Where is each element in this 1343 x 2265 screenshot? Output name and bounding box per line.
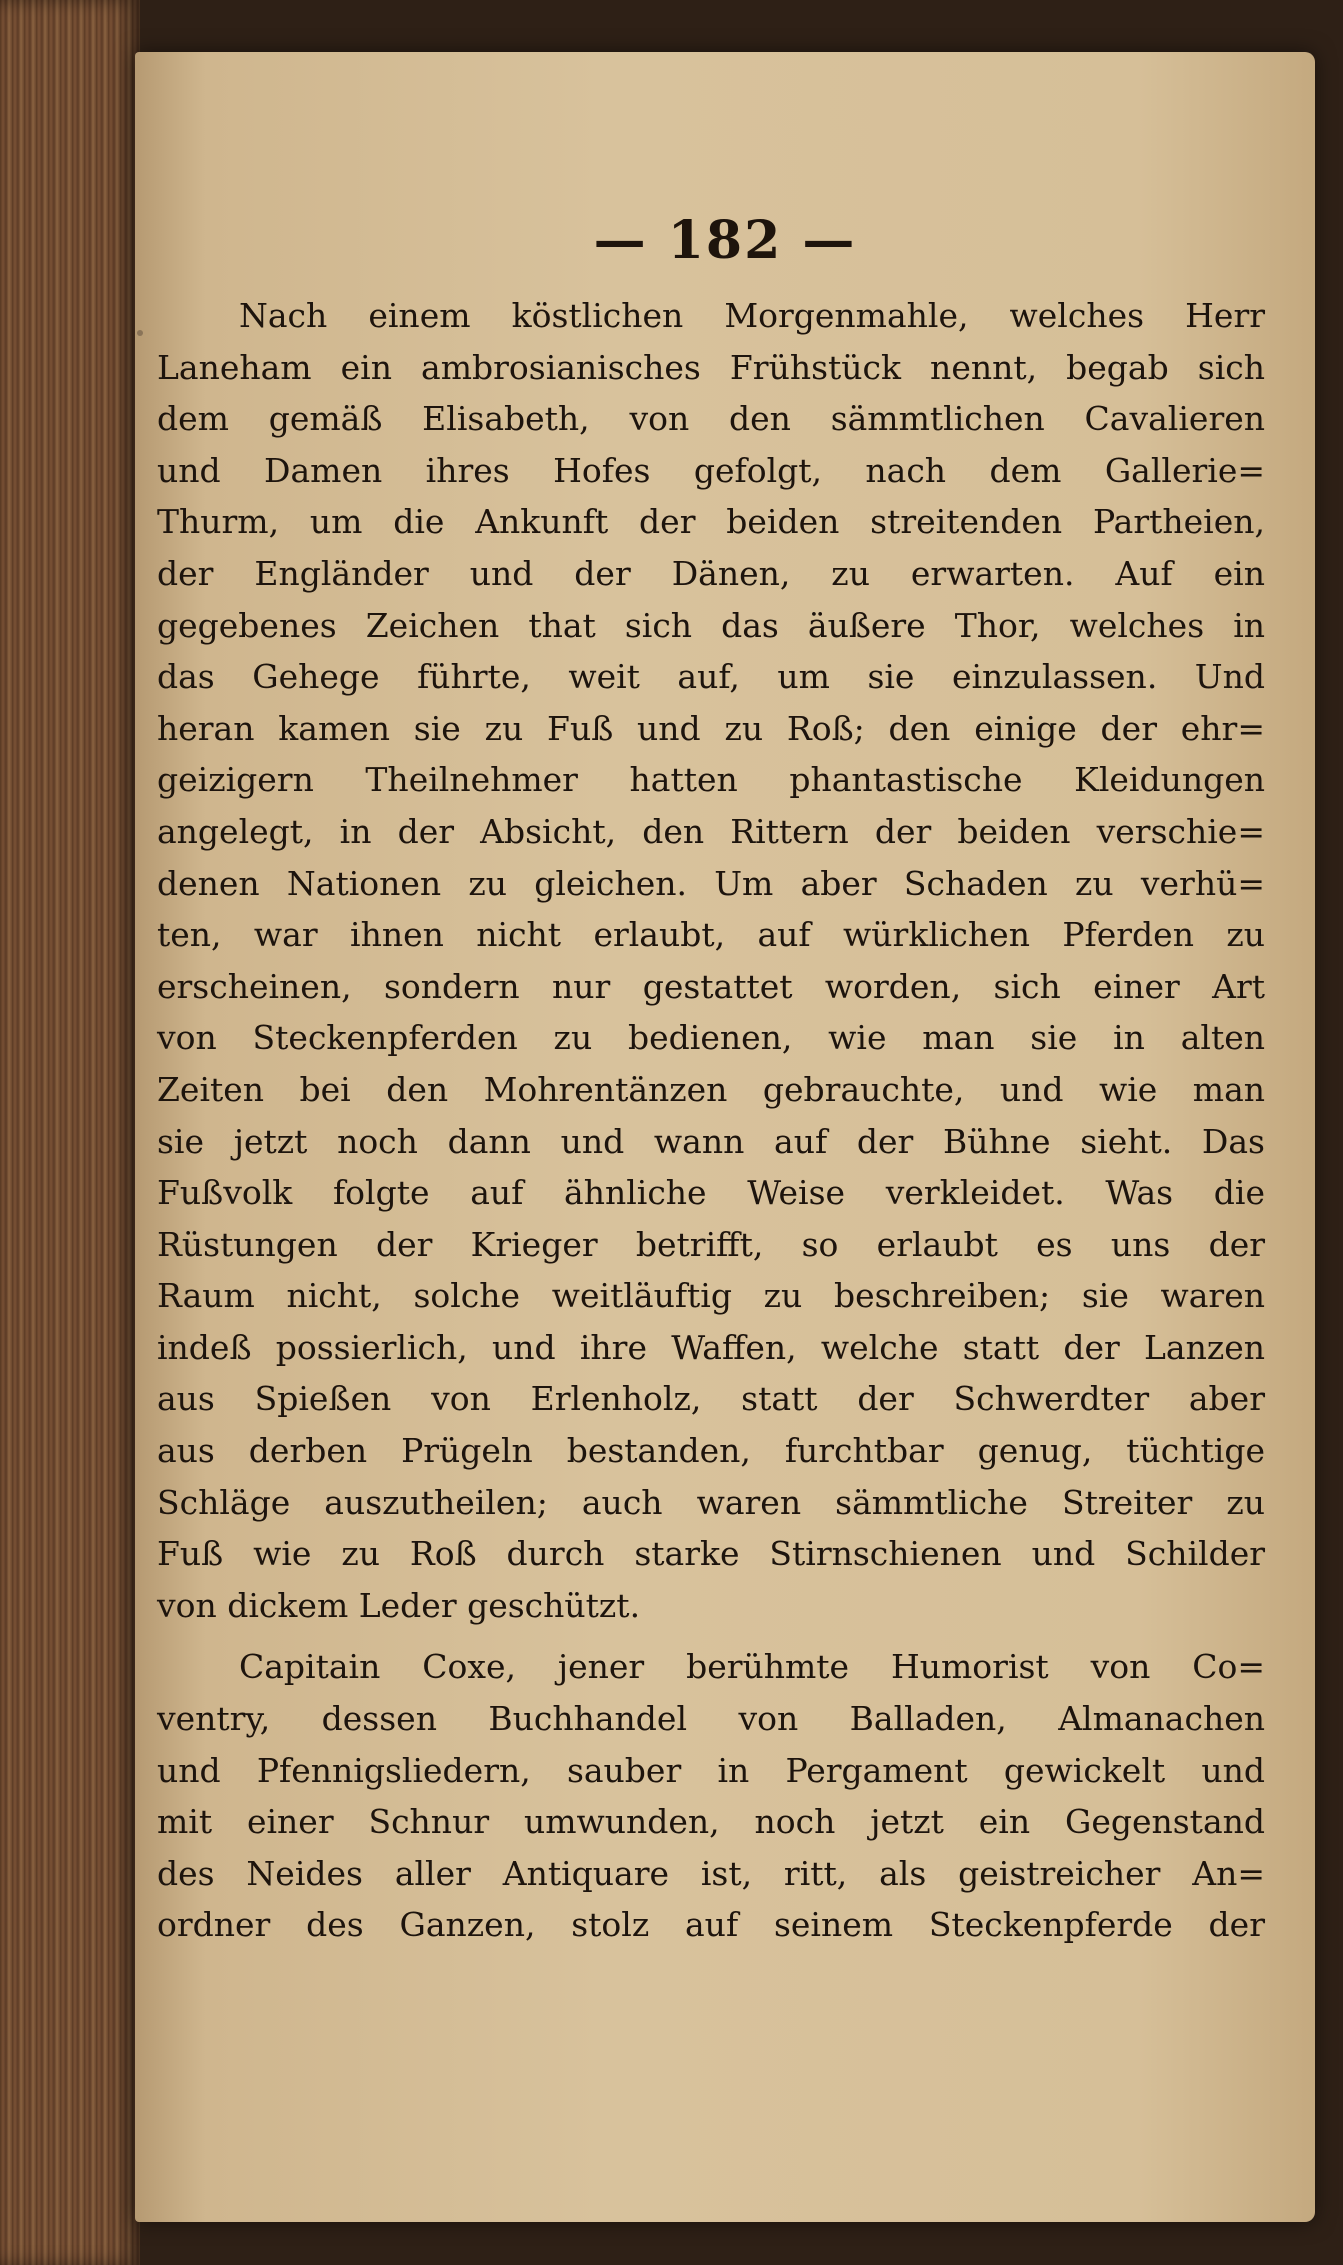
margin-dot: [137, 330, 143, 336]
text-line: sie jetzt noch dann und wann auf der Bühne sieht. Das: [157, 1121, 1265, 1161]
text-line: Rüstungen der Krieger betrifft, so erlaubt es uns der: [157, 1224, 1265, 1264]
text-line: das Gehege führte, weit auf, um sie einzulassen. Und: [157, 657, 1265, 697]
paragraph-gap: [157, 1631, 1265, 1641]
text-line: dem gemäß Elisabeth, von den sämmtlichen Cavalieren: [157, 399, 1265, 439]
text-line: Fußvolk folgte auf ähnliche Weise verkleidet. Was die: [157, 1173, 1265, 1213]
text-line: Schläge auszutheilen; auch waren sämmtliche Streiter zu: [157, 1482, 1265, 1522]
text-line: der Engländer und der Dänen, zu erwarten. Auf ein: [157, 553, 1265, 593]
text-line: Thurm, um die Ankunft der beiden streitenden Partheien,: [157, 502, 1265, 542]
body-text: [157, 290, 1265, 1951]
text-line: ten, war ihnen nicht erlaubt, auf würklichen Pferden zu: [157, 915, 1265, 955]
page-number: — 182 —: [593, 210, 857, 271]
text-line: und Damen ihres Hofes gefolgt, nach dem Gallerie=: [157, 450, 1265, 490]
text-line: denen Nationen zu gleichen. Um aber Schaden zu verhü=: [157, 863, 1265, 903]
text-line: indeß possierlich, und ihre Waffen, welche statt der Lanzen: [157, 1327, 1265, 1367]
text-line: mit einer Schnur umwunden, noch jetzt ein Gegenstand: [157, 1802, 1265, 1842]
text-line: aus derben Prügeln bestanden, furchtbar genug, tüchtige: [157, 1431, 1265, 1471]
text-line: geizigern Theilnehmer hatten phantastische Kleidungen: [157, 760, 1265, 800]
text-line: Nach einem köstlichen Morgenmahle, welches Herr: [239, 296, 1265, 335]
text-line: Capitain Coxe, jener berühmte Humorist von Co=: [239, 1647, 1265, 1687]
book-fore-edge: [0, 0, 140, 2265]
text-line: von dickem Leder geschützt.: [157, 1585, 641, 1625]
text-line: erscheinen, sondern nur gestattet worden, sich einer Art: [157, 966, 1265, 1006]
text-line: Zeiten bei den Mohrentänzen gebrauchte, und wie man: [157, 1069, 1265, 1109]
text-line: Fuß wie zu Roß durch starke Stirnschienen und Schilder: [157, 1534, 1265, 1574]
text-line: von Steckenpferden zu bedienen, wie man sie in alten: [157, 1018, 1265, 1058]
text-line: heran kamen sie zu Fuß und zu Roß; den einige der ehr=: [157, 708, 1265, 748]
text-line: angelegt, in der Absicht, den Rittern der beiden verschie=: [157, 811, 1265, 851]
text-line: Raum nicht, solche weitläuftig zu beschreiben; sie waren: [157, 1276, 1265, 1316]
text-line: des Neides aller Antiquare ist, ritt, als geistreicher An=: [157, 1853, 1265, 1893]
text-line: ventry, dessen Buchhandel von Balladen, Almanachen: [157, 1699, 1265, 1739]
text-line: ordner des Ganzen, stolz auf seinem Steckenpferde der: [157, 1905, 1265, 1945]
text-line: Laneham ein ambrosianisches Frühstück nennt, begab sich: [157, 347, 1265, 387]
text-line: und Pfennigsliedern, sauber in Pergament gewickelt und: [157, 1750, 1265, 1790]
text-line: aus Spießen von Erlenholz, statt der Schwerdter aber: [157, 1379, 1265, 1419]
text-line: gegebenes Zeichen that sich das äußere Thor, welches in: [157, 605, 1265, 645]
